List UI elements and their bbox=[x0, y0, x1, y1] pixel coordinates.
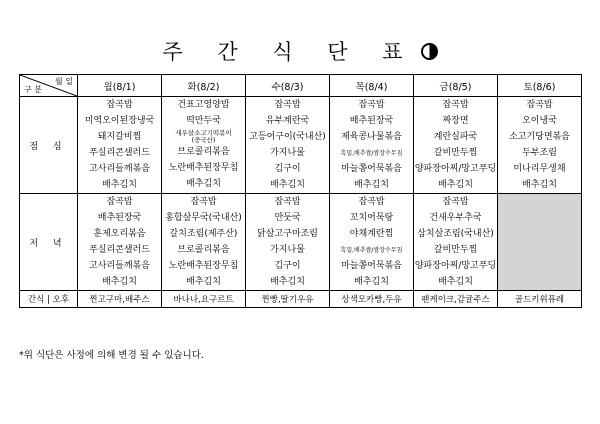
menu-item: 고사리들깨볶음 bbox=[89, 260, 150, 271]
menu-list bbox=[246, 97, 329, 193]
menu-item: 배추김치 bbox=[102, 276, 137, 287]
menu-item: 잡곡밥 bbox=[358, 99, 385, 110]
menu-item: 건표고영양밥 bbox=[177, 99, 230, 110]
menu-item: 배추김치 bbox=[438, 276, 473, 287]
menu-item: 마늘쫑어묵볶음 bbox=[341, 163, 402, 174]
menu-list bbox=[78, 97, 161, 193]
menu-item: 꼬치어묵탕 bbox=[349, 212, 394, 223]
snack-cell: 골드키위퓨레 bbox=[498, 291, 582, 308]
snack-cell: 찐빵,딸기우유 bbox=[246, 291, 330, 308]
half-circle-icon bbox=[421, 43, 438, 60]
menu-cell bbox=[330, 194, 414, 291]
menu-list bbox=[162, 194, 245, 290]
snack-row bbox=[20, 291, 582, 308]
menu-item: 야채계란찜 bbox=[349, 228, 394, 239]
menu-cell bbox=[330, 97, 414, 194]
menu-list bbox=[498, 194, 581, 290]
header-row bbox=[20, 75, 582, 97]
snack-label: 간식 | 오후 bbox=[20, 291, 78, 308]
empty-menu-cell bbox=[498, 194, 582, 291]
menu-list bbox=[330, 194, 413, 290]
menu-item: 미나리무생채 bbox=[513, 163, 566, 174]
day-header: 금(8/5) bbox=[414, 75, 498, 97]
menu-item: 미역오이된장냉국 bbox=[84, 115, 155, 126]
menu-cell bbox=[498, 97, 582, 194]
menu-item: 잡곡밥 bbox=[442, 99, 469, 110]
menu-item: 잡곡밥 bbox=[274, 99, 301, 110]
menu-list bbox=[414, 97, 497, 193]
menu-item: 건새우부추국 bbox=[429, 212, 482, 223]
menu-item: 배추김치 bbox=[270, 179, 305, 190]
menu-item: 소고기당면볶음 bbox=[509, 131, 570, 142]
menu-list bbox=[414, 194, 497, 290]
menu-item: 김구이 bbox=[274, 163, 301, 174]
menu-cell bbox=[162, 194, 246, 291]
dinner-label: 저 녁 bbox=[20, 194, 78, 291]
menu-item: 닭살고구마조림 bbox=[257, 228, 318, 239]
menu-item: 잡곡밥 bbox=[442, 196, 469, 207]
day-header: 화(8/2) bbox=[162, 75, 246, 97]
snack-cell: 찐고구마,배주스 bbox=[78, 291, 162, 308]
menu-item: 배추김치 bbox=[438, 179, 473, 190]
menu-item: 고사리들깨볶음 bbox=[89, 163, 150, 174]
menu-item: 새우살소고기떡볶이 (중국산) bbox=[175, 128, 232, 144]
menu-item: 떡만두국 bbox=[186, 115, 221, 126]
menu-item: 흑밀,배추쌈/쌈장수무침 bbox=[340, 246, 403, 254]
day-header: 목(8/4) bbox=[330, 75, 414, 97]
menu-item: 브로콜리볶음 bbox=[177, 244, 230, 255]
dinner-row bbox=[20, 194, 582, 291]
weekly-menu-table bbox=[19, 74, 582, 308]
page-title: 주 간 식 단 표 bbox=[0, 36, 600, 66]
menu-list bbox=[246, 194, 329, 290]
menu-item: 마늘쫑어묵볶음 bbox=[341, 260, 402, 271]
menu-list bbox=[78, 194, 161, 290]
menu-item: 갈비만두찜 bbox=[433, 147, 478, 158]
menu-item: 홍합살무국(국내산) bbox=[165, 212, 242, 223]
menu-item: 유부계란국 bbox=[265, 115, 310, 126]
menu-list bbox=[498, 97, 581, 193]
menu-item: 오이냉국 bbox=[522, 115, 557, 126]
menu-item: 잡곡밥 bbox=[526, 99, 553, 110]
menu-item: 양파장아찌/망고푸딩 bbox=[414, 260, 497, 271]
menu-cell bbox=[246, 194, 330, 291]
menu-item: 배추김치 bbox=[102, 179, 137, 190]
menu-item: 노란배추된장무침 bbox=[168, 163, 239, 174]
menu-item: 배추김치 bbox=[522, 179, 557, 190]
menu-item: 배추김치 bbox=[354, 276, 389, 287]
menu-item: 가지나물 bbox=[270, 147, 305, 158]
header-corner bbox=[20, 75, 78, 97]
footnote: *위 식단은 사정에 의해 변경 될 수 있습니다. bbox=[19, 350, 204, 361]
menu-item: 양파장아찌/망고푸딩 bbox=[414, 163, 497, 174]
menu-item: 잡곡밥 bbox=[274, 196, 301, 207]
lunch-label: 점 심 bbox=[20, 97, 78, 194]
menu-item: 가지나물 bbox=[270, 244, 305, 255]
menu-item: 잡곡밥 bbox=[358, 196, 385, 207]
menu-item: 노란배추된장무침 bbox=[168, 260, 239, 271]
menu-item: 배추김치 bbox=[186, 179, 221, 190]
menu-item: 배추된장국 bbox=[97, 212, 142, 223]
menu-item: 짜장면 bbox=[442, 115, 469, 126]
day-header: 월(8/1) bbox=[78, 75, 162, 97]
menu-item: 흑밀,배추쌈/쌈장수무침 bbox=[340, 149, 403, 157]
menu-item: 잡곡밥 bbox=[190, 196, 217, 207]
menu-cell bbox=[414, 194, 498, 291]
menu-item: 잡곡밥 bbox=[106, 196, 133, 207]
snack-cell: 바나나,요구르트 bbox=[162, 291, 246, 308]
menu-cell bbox=[78, 194, 162, 291]
menu-item: 김구이 bbox=[274, 260, 301, 271]
menu-item: 푸실리콘샐러드 bbox=[89, 244, 150, 255]
lunch-row bbox=[20, 97, 582, 194]
menu-item: 계란실파국 bbox=[433, 131, 478, 142]
menu-item: 갈치조림(제주산) bbox=[169, 228, 238, 239]
menu-item: 푸실리콘샐러드 bbox=[89, 147, 150, 158]
menu-item: 브로콜리볶음 bbox=[177, 147, 230, 158]
day-header: 수(8/3) bbox=[246, 75, 330, 97]
menu-list bbox=[330, 97, 413, 193]
snack-cell: 상색모카빵,두유 bbox=[330, 291, 414, 308]
menu-item: 배추김치 bbox=[186, 276, 221, 287]
corner-category-label: 구 분 bbox=[24, 85, 42, 94]
menu-item: 갈비만두찜 bbox=[433, 244, 478, 255]
menu-item: 만둣국 bbox=[274, 212, 301, 223]
menu-cell bbox=[246, 97, 330, 194]
menu-item: 삼치살조림(국내산) bbox=[417, 228, 494, 239]
menu-cell bbox=[162, 97, 246, 194]
menu-item: 훈제오리볶음 bbox=[93, 228, 146, 239]
menu-item: 배추김치 bbox=[270, 276, 305, 287]
corner-day-label: 월 일 bbox=[55, 77, 73, 86]
day-header: 토(8/6) bbox=[498, 75, 582, 97]
menu-item: 돼지갈비찜 bbox=[97, 131, 142, 142]
menu-cell bbox=[78, 97, 162, 194]
menu-list bbox=[162, 97, 245, 193]
menu-cell bbox=[414, 97, 498, 194]
menu-item: 고등어구이(국내산) bbox=[249, 131, 326, 142]
menu-item: 배추된장국 bbox=[349, 115, 394, 126]
menu-item: 두부조림 bbox=[522, 147, 557, 158]
menu-item: 잡곡밥 bbox=[106, 99, 133, 110]
menu-item: 배추김치 bbox=[354, 179, 389, 190]
snack-cell: 팬케이크,감귤주스 bbox=[414, 291, 498, 308]
menu-item: 제육콩나물볶음 bbox=[341, 131, 402, 142]
